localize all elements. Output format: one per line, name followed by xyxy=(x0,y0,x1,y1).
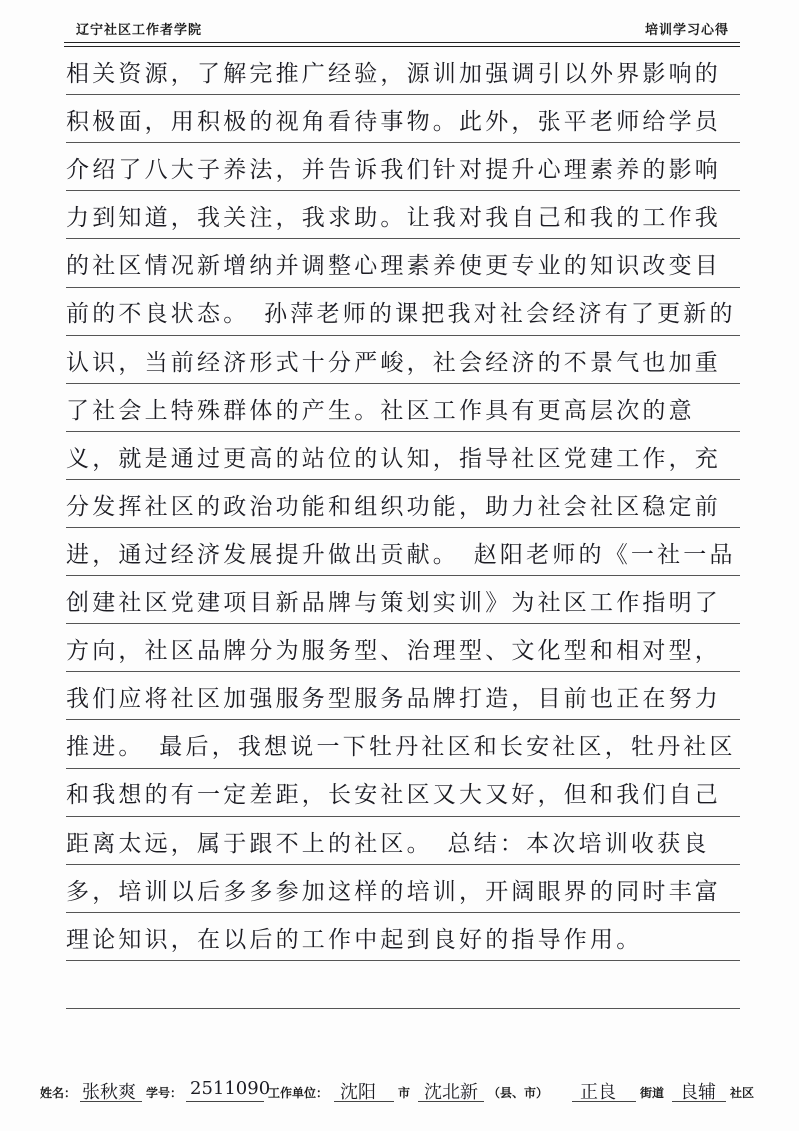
name-underline xyxy=(80,1101,142,1102)
sheet-title: 培训学习心得 xyxy=(644,23,729,38)
ruled-line xyxy=(66,1008,740,1009)
city-label: 市 xyxy=(398,1086,411,1100)
community-label: 社区 xyxy=(730,1086,755,1100)
community-underline xyxy=(672,1101,726,1102)
county-underline xyxy=(418,1101,484,1102)
district-label: 街道 xyxy=(640,1086,665,1100)
student-info-footer xyxy=(40,1078,760,1104)
district-value: 正良 xyxy=(580,1082,616,1103)
name-label: 姓名： xyxy=(40,1086,77,1100)
handwritten-essay: 相关资源，了解完推广经验，源训加强调引以外界影响的积极面，用积极的视角看待事物。此外，张平老师给学员介绍了八大子养法，并告诉我们针对提升心理素养的影响力到知道，我关注，我求助。让我对我自己和我的工作我的社区情况新增纳并调整心理素养使更专业的知识改变目前的不良状态。 孙萍老师的课把我对社会经济有了更新的认识，当前经济形式十分严峻，社会经济的不景气也加重了社会上特殊群体的产生。社区工作具有更高层次的意义，就是通过更高的站位的认知，指导社区党建工作，充分发挥社区的政治功能和组织功能，助力社会社区稳定前进，通过经济发展提升做出贡献。 赵阳老师的《一社一品创建社区党建项目新品牌与策划实训》为社区工作指明了方向，社区品牌分为服务型、治理型、文化型和相对型，我们应将社区加强服务型服务品牌打造，目前也正在努力推进。 最后，我想说一下牡丹社区和长安社区，牡丹社区和我想的有一定差距，长安社区又大又好，但和我们自己距离太远，属于跟不上的社区。 总结：本次培训收获良多，培训以后多多参加这样的培训，开阔眼界的同时丰富理论知识，在以后的工作中起到良好的指导作用。 xyxy=(66,61,736,953)
county-value: 沈北新 xyxy=(424,1082,478,1103)
city-underline xyxy=(334,1101,394,1102)
unit-label: 工作单位： xyxy=(268,1086,329,1100)
school-name: 辽宁社区工作者学院 xyxy=(76,23,203,38)
city-value: 沈阳 xyxy=(340,1082,376,1103)
id-label: 学号： xyxy=(146,1086,183,1100)
header-rule xyxy=(64,42,740,43)
ruled-writing-area xyxy=(66,46,740,1008)
name-value: 张秋爽 xyxy=(82,1082,136,1103)
district-underline xyxy=(572,1101,636,1102)
community-value: 良辅 xyxy=(680,1082,716,1103)
county-label: （县、市） xyxy=(488,1086,549,1100)
id-value: 2511090 xyxy=(190,1078,271,1099)
id-underline xyxy=(186,1101,264,1102)
